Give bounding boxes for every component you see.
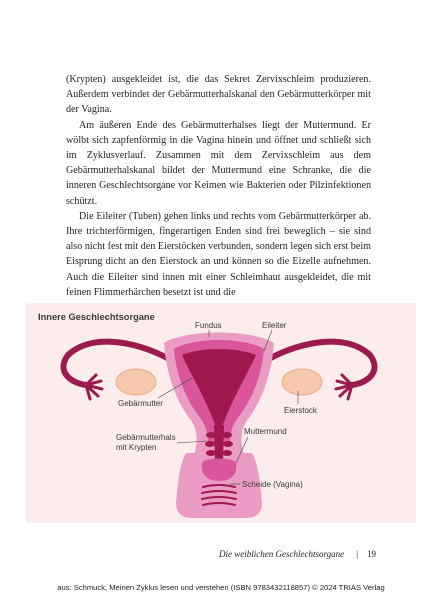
label-scheide: Scheide (Vagina) (242, 480, 303, 489)
page-footer (219, 549, 376, 559)
paragraph-1: (Krypten) ausgekleidet ist, die das Sekret Zervixschleim produzieren. Außerdem verbindet der Gebärmutterhalskanal den Gebärmutterkörper mit der Vagina. (66, 74, 371, 116)
footer-separator: | (356, 549, 358, 559)
label-eierstock: Eierstock (284, 406, 317, 415)
right-ovary (282, 369, 322, 395)
cervical-canal (214, 425, 224, 463)
paragraph-2: Am äußeren Ende des Gebärmutterhalses liegt der Muttermund. Er wölbt sich zapfenförmig in die Vagina hinein und öffnet und schließt sich im Zyklusverlauf. Zusammen mit dem Zervixschleim aus dem Gebärmutterhalskanal bildet der Muttermund eine Schranke, die die inneren Geschlechtsorgane vor Keimen wie Bakterien oder Pilzinfektionen schützt. (66, 119, 371, 207)
label-eileiter: Eileiter (262, 321, 287, 330)
label-hals-line1: Gebärmutterhals (116, 433, 176, 442)
right-fimbria (336, 375, 352, 399)
left-fimbria (86, 375, 102, 399)
label-hals-line2: mit Krypten (116, 443, 157, 452)
running-title: Die weiblichen Geschlechtsorgane (219, 549, 345, 559)
figure-title: Innere Geschlechtsorgane (38, 312, 155, 322)
label-muttermund: Muttermund (244, 427, 287, 436)
source-credit: aus: Schmuck, Meinen Zyklus lesen und verstehen (ISBN 9783432118857) © 2024 TRIAS Verlag (57, 583, 385, 592)
label-fundus: Fundus (195, 321, 222, 330)
body-text (66, 72, 371, 300)
page-number: 19 (367, 549, 376, 559)
left-ovary (116, 369, 156, 395)
anatomy-figure (26, 303, 416, 523)
label-gebaermutter: Gebärmutter (118, 399, 163, 408)
paragraph-3: Die Eileiter (Tuben) gehen links und rechts vom Gebärmutterkörper ab. Ihre trichterförmigen, fingerartigen Enden sind frei beweglich – sie sind also nicht fest mit den Eierstöcken verbunden, sondern legen sich erst beim Eisprung dicht an den Eierstock an und können so die Eizelle aufnehmen. Auch die Eileiter sind innen mit einer Schleimhaut ausgekleidet, die mit feinen Flimmerhärchen besetzt ist und die (66, 210, 371, 298)
reproductive-organs-diagram (26, 303, 416, 523)
